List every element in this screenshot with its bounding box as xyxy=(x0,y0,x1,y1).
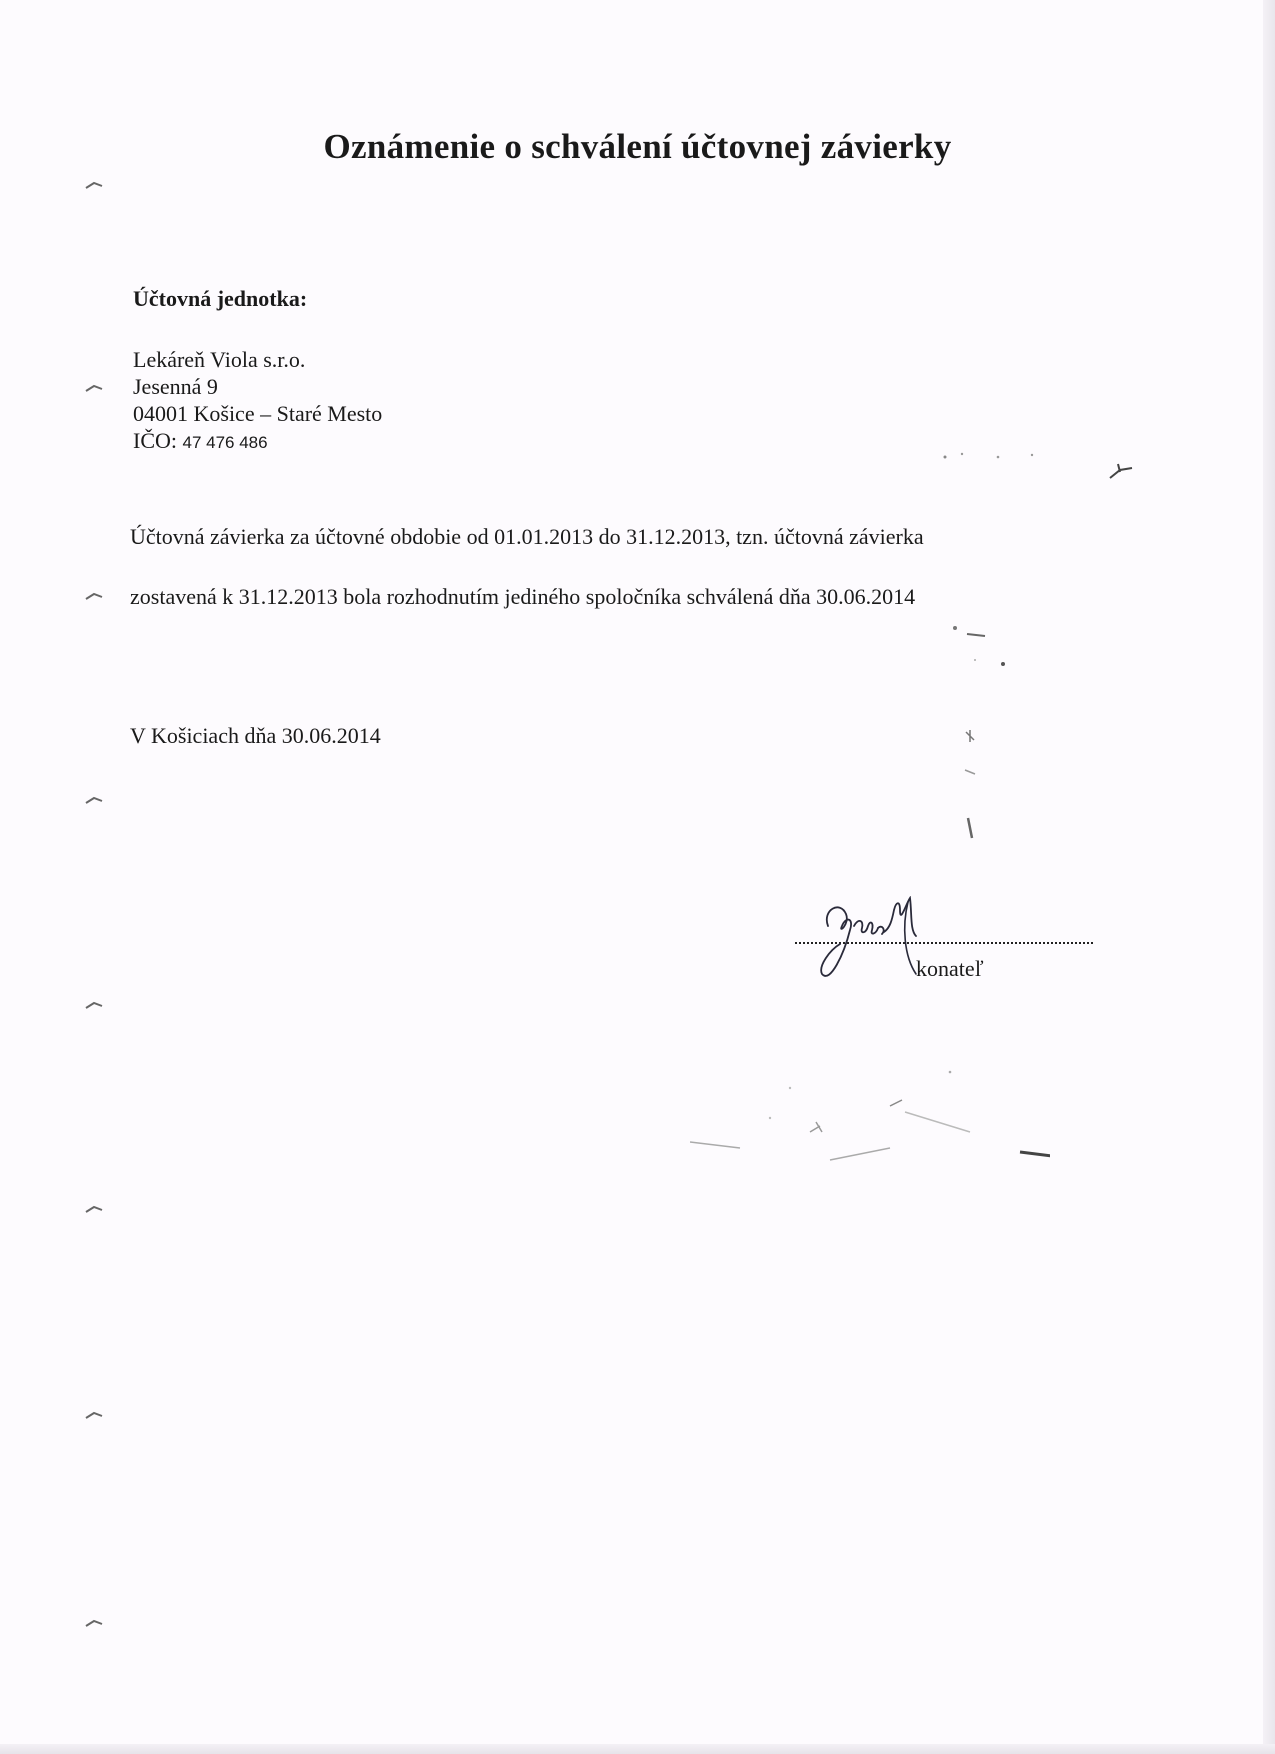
scan-speck xyxy=(1108,462,1134,482)
entity-street: Jesenná 9 xyxy=(133,374,218,399)
binder-hole-mark xyxy=(84,1618,104,1628)
document-title: Oznámenie o schválení účtovnej závierky xyxy=(323,127,952,167)
entity-address xyxy=(133,346,382,456)
binder-hole-mark xyxy=(84,1410,104,1420)
scan-edge-bottom xyxy=(0,1744,1275,1754)
entity-label: Účtovná jednotka: xyxy=(133,286,308,311)
entity-city: 04001 Košice – Staré Mesto xyxy=(133,401,383,426)
scan-speck xyxy=(690,1060,1050,1170)
entity-ico xyxy=(133,427,382,456)
entity-name: Lekáreň Viola s.r.o. xyxy=(133,347,306,372)
scan-speck xyxy=(945,620,1015,670)
scan-speck xyxy=(960,728,990,848)
handwritten-signature xyxy=(820,896,930,988)
ico-value: 47 476 486 xyxy=(182,433,268,452)
scan-edge-right xyxy=(1263,0,1275,1754)
ico-label: IČO: xyxy=(133,428,177,453)
binder-hole-mark xyxy=(84,383,104,393)
scan-speck xyxy=(940,445,1040,465)
binder-hole-mark xyxy=(84,1000,104,1010)
binder-hole-mark xyxy=(84,180,104,190)
binder-hole-mark xyxy=(84,1204,104,1214)
binder-hole-mark xyxy=(84,591,104,601)
statement-line-1: Účtovná závierka za účtovné obdobie od 01.01.2013 do 31.12.2013, tzn. účtovná závierka xyxy=(130,524,924,549)
binder-hole-mark xyxy=(84,795,104,805)
signature-role: konateľ xyxy=(916,956,984,981)
place-and-date: V Košiciach dňa 30.06.2014 xyxy=(130,723,381,748)
statement-line-2: zostavená k 31.12.2013 bola rozhodnutím jediného spoločníka schválená dňa 30.06.2014 xyxy=(130,584,916,609)
